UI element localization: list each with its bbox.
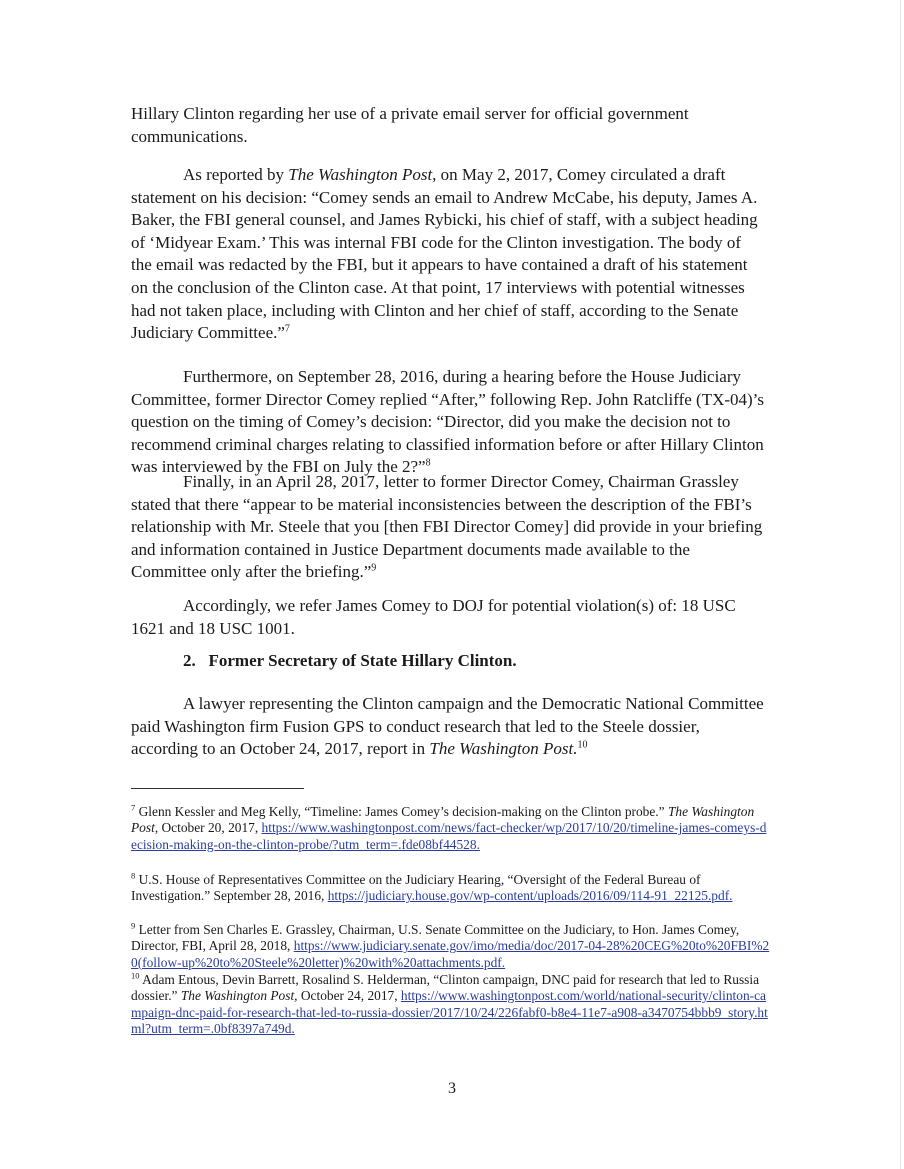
paragraph-referral — [131, 595, 765, 640]
footnote-link[interactable]: https://www.washingtonpost.com/world/national-security/clinton-campaign-dnc-paid-for-research-that-led-to-russia-dossier/2017/10/24/226fabf0-b8e4-11e7-a908-a3470754bbb9_story.html?utm_term=.0bf8397a749d. — [131, 988, 768, 1037]
footnote-number: 9 — [131, 920, 136, 931]
publication-name: The Washington Post — [131, 804, 755, 836]
paragraph-text: A lawyer representing the Clinton campaign and the Democratic National Committee paid Washington firm Fusion GPS to conduct research that led to the Steele dossier, according to an October 24, 2017, report in — [131, 694, 764, 759]
paragraph-text: on May 2, 2017, Comey circulated a draft statement on his decision: “Comey sends an email to Andrew McCabe, his deputy, James A. Baker, the FBI general counsel, and James Rybicki, his chief of staff, with a subject heading of ‘Midyear Exam.’ This was internal FBI code for the Clinton investigation. The body of the email was redacted by the FBI, but it appears to have contained a draft of his statement on the conclusion of the Clinton case. At that point, 17 interviews with potential witnesses had not taken place, including with Clinton and her chief of staff, according to the Senate Judiciary Committee.” — [131, 165, 758, 343]
publication-name: The Washington Post. — [429, 739, 578, 759]
section-heading: 2. Former Secretary of State Hillary Clinton. — [183, 651, 517, 670]
footnote-separator — [131, 788, 304, 789]
footnote-text: , October 20, 2017, — [154, 820, 262, 836]
footnote-number: 7 — [131, 802, 136, 813]
page-edge — [900, 0, 901, 1169]
paragraph-grassley-letter — [131, 471, 765, 584]
footnote-text: October 24, 2017, — [297, 988, 401, 1004]
footnote-text: U.S. House of Representatives Committee on the Judiciary Hearing, “Oversight of the Federal Bureau of Investigation.” September 28, 2016, — [131, 872, 701, 904]
footnote-link[interactable]: https://judiciary.house.gov/wp-content/uploads/2016/09/114-91_22125.pdf. — [327, 888, 733, 904]
footnote-number: 8 — [131, 870, 136, 881]
paragraph-text: As reported by — [183, 165, 289, 184]
footnote-ref[interactable]: 7 — [284, 323, 290, 335]
footnote-number: 10 — [131, 970, 140, 981]
footnote-7 — [131, 804, 771, 853]
paragraph-text: Furthermore, on September 28, 2016, during a hearing before the House Judiciary Committee, former Director Comey replied “After,” following Rep. John Ratcliffe (TX-04)’s question on the timing of Comey’s decision: “Director, did you make the decision not to recommend criminal charges relating to classified information before or after Hillary Clinton was interviewed by the FBI on July the 2?” — [131, 367, 765, 477]
paragraph-continuation — [131, 103, 765, 148]
paragraph-house-hearing — [131, 366, 765, 479]
footnote-link[interactable]: https://www.judiciary.senate.gov/imo/media/doc/2017-04-28%20CEG%20to%20FBI%20(follow-up%20to%20Steele%20letter)%20with%20attachments.pdf. — [131, 938, 770, 970]
footnote-ref[interactable]: 8 — [425, 457, 431, 469]
footnote-10 — [131, 972, 771, 1038]
paragraph-text: Finally, in an April 28, 2017, letter to former Director Comey, Chairman Grassley stated that there “appear to be material inconsistencies between the description of the FBI’s relationship with Mr. Steele that you [then FBI Director Comey] did provide in your briefing and information contained in Justice Department documents made available to the Committee only after the briefing.” — [131, 472, 763, 582]
footnote-text: Adam Entous, Devin Barrett, Rosalind S. Helderman, “Clinton campaign, DNC paid for research that led to Russia dossier.” — [131, 972, 760, 1004]
paragraph-text: Hillary Clinton regarding her use of a private email server for official government communications. — [131, 104, 689, 146]
footnote-9 — [131, 922, 771, 971]
paragraph-text: Accordingly, we refer James Comey to DOJ for potential violation(s) of: 18 USC 1621 and 18 USC 1001. — [131, 596, 736, 638]
footnote-text: Glenn Kessler and Meg Kelly, “Timeline: James Comey’s decision-making on the Clinton probe.” — [138, 804, 668, 819]
footnote-8 — [131, 872, 771, 905]
footnote-ref[interactable]: 10 — [577, 739, 588, 751]
footnote-ref[interactable]: 9 — [371, 562, 377, 574]
paragraph-fusion-gps — [131, 693, 765, 761]
footnote-text: Letter from Sen Charles E. Grassley, Chairman, U.S. Senate Committee on the Judiciary, to Hon. James Comey, Director, FBI, April 28, 2018, — [131, 922, 740, 954]
page-number: 3 — [448, 1080, 456, 1097]
publication-name: The Washington Post, — [180, 988, 298, 1004]
footnote-link[interactable]: https://www.washingtonpost.com/news/fact-checker/wp/2017/10/20/timeline-james-comeys-decision-making-on-the-clinton-probe/?utm_term=.fde08bf44528. — [131, 820, 767, 852]
paragraph-comey-draft — [131, 164, 765, 345]
publication-name: The Washington Post, — [288, 165, 437, 184]
